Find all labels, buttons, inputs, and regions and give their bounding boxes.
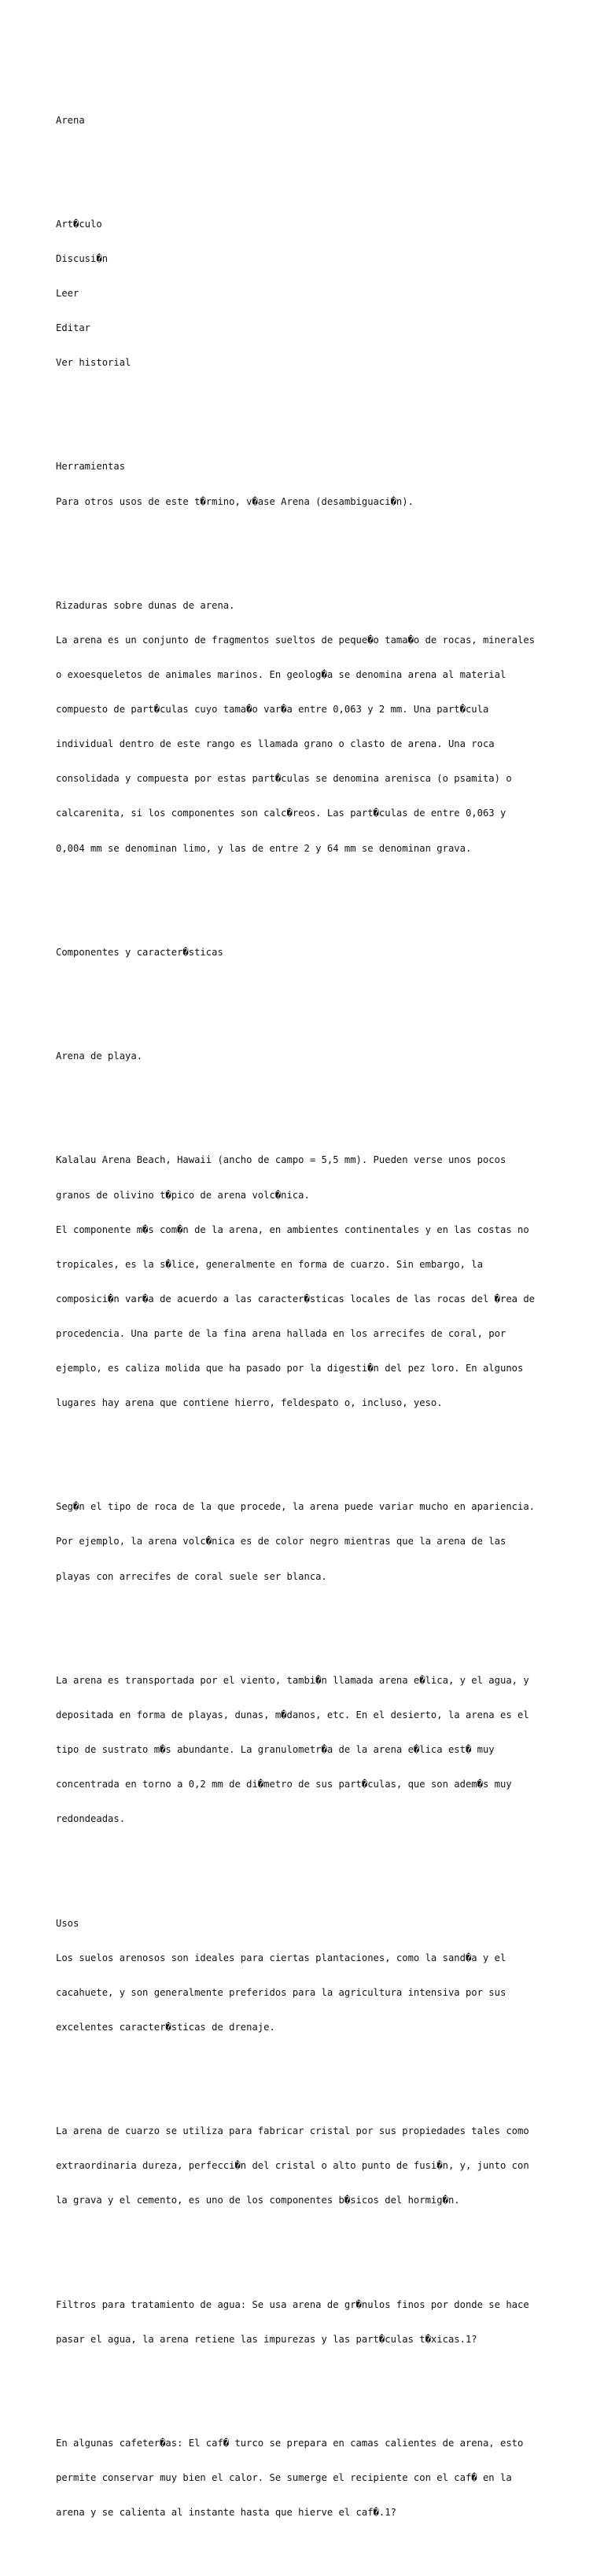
paragraph-line: permite conservar muy bien el calor. Se sumerge el recipiente con el caf� en la — [56, 2472, 512, 2484]
intro-line: La arena es un conjunto de fragmentos sueltos de peque�o tama�o de rocas, minerales — [56, 634, 536, 646]
paragraph-line: La arena es transportada por el viento, tambi�n llamada arena e�lica, y el agua, y — [56, 1674, 529, 1686]
paragraph-line: cacahuete, y son generalmente preferidos para la agricultura intensiva por sus — [56, 1986, 506, 1998]
components-paragraph-1 — [56, 1132, 559, 1432]
intro-line: 0,004 mm se denominan limo, y las de entre 2 y 64 mm se denominan grava. — [56, 842, 472, 854]
document-page — [56, 57, 559, 2576]
nav-edit-link[interactable]: Editar — [56, 322, 91, 334]
paragraph-line: Kalalau Arena Beach, Hawaii (ancho de campo = 5,5 mm). Pueden verse unos pocos — [56, 1154, 506, 1166]
paragraph-line: tropicales, es la s�lice, generalmente en forma de cuarzo. Sin embargo, la — [56, 1258, 483, 1270]
paragraph-line: pasar el agua, la arena retiene las impurezas y las part�culas t�xicas.1? — [56, 2333, 477, 2345]
paragraph-line: composici�n var�a de acuerdo a las caracter�sticas locales de las rocas del �rea de — [56, 1293, 536, 1305]
uses-section-1 — [56, 1894, 559, 2056]
paragraph-line: concentrada en torno a 0,2 mm de di�metro de sus part�culas, que son adem�s muy — [56, 1779, 512, 1790]
page-title-block — [56, 91, 559, 149]
paragraph-line: depositada en forma de playas, dunas, m�danos, etc. En el desierto, la arena es el — [56, 1709, 529, 1720]
intro-line: individual dentro de este rango es llamada grano o clasto de arena. Una roca — [56, 738, 495, 750]
nav-history-link[interactable]: Ver historial — [56, 357, 131, 369]
paragraph-line: procedencia. Una parte de la fina arena hallada en los arrecifes de coral, por — [56, 1327, 506, 1339]
paragraph-line: la grava y el cemento, es uno de los componentes b�sicos del hormig�n. — [56, 2195, 460, 2206]
tools-label[interactable]: Herramientas — [56, 461, 126, 473]
paragraph-line: La arena de cuarzo se utiliza para fabricar cristal por sus propiedades tales como — [56, 2125, 529, 2137]
nav-article-link[interactable]: Art�culo — [56, 218, 102, 230]
components-image-caption-block — [56, 1028, 559, 1086]
paragraph-line: ejemplo, es caliza molida que ha pasado por la digesti�n del pez loro. En algunos — [56, 1362, 524, 1374]
paragraph-line: Seg�n el tipo de roca de la que procede, la arena puede variar mucho en apariencia. — [56, 1501, 536, 1513]
paragraph-line: Por ejemplo, la arena volc�nica es de color negro mientras que la arena de las — [56, 1536, 506, 1547]
components-heading-block — [56, 923, 559, 981]
intro-image-caption: Rizaduras sobre dunas de arena. — [56, 599, 235, 611]
intro-section — [56, 576, 559, 877]
disambiguation-note: Para otros usos de este t�rmino, v�ase Arena (desambiguaci�n). — [56, 495, 414, 507]
paragraph-line: excelentes caracter�sticas de drenaje. — [56, 2021, 275, 2033]
paragraph-line: playas con arrecifes de coral suele ser blanca. — [56, 1570, 327, 1582]
uses-paragraph-4 — [56, 2415, 559, 2542]
paragraph-line: redondeadas. — [56, 1813, 126, 1825]
intro-line: consolidada y compuesta por estas part�culas se denomina arenisca (o psamita) o — [56, 773, 512, 785]
nav-discussion-link[interactable]: Discusi�n — [56, 252, 109, 264]
paragraph-line: El componente m�s com�n de la arena, en ambientes continentales y en las costas no — [56, 1224, 529, 1235]
paragraph-line: En algunas cafeter�as: El caf� turco se prepara en camas calientes de arena, esto — [56, 2437, 524, 2449]
paragraph-line: Filtros para tratamiento de agua: Se usa arena de gr�nulos finos por donde se hace — [56, 2298, 529, 2310]
tools-block — [56, 438, 559, 531]
components-heading: Componentes y caracter�sticas — [56, 946, 223, 958]
nav-read-link[interactable]: Leer — [56, 288, 79, 299]
components-paragraph-2 — [56, 1478, 559, 1606]
paragraph-line: Los suelos arenosos son ideales para ciertas plantaciones, como la sand�a y el — [56, 1952, 506, 1963]
page-nav — [56, 195, 559, 392]
uses-heading: Usos — [56, 1917, 79, 1929]
paragraph-line: lugares hay arena que contiene hierro, feldespato o, incluso, yeso. — [56, 1397, 443, 1409]
intro-line: compuesto de part�culas cuyo tama�o var�a entre 0,063 y 2 mm. Una part�cula — [56, 704, 489, 716]
components-paragraph-3 — [56, 1651, 559, 1848]
paragraph-line: extraordinaria dureza, perfecci�n del cristal o alto punto de fusi�n, y, junto con — [56, 2160, 529, 2172]
page-title: Arena — [56, 114, 85, 126]
uses-paragraph-2 — [56, 2103, 559, 2230]
paragraph-line: tipo de sustrato m�s abundante. La granulometr�a de la arena e�lica est� muy — [56, 1744, 495, 1756]
paragraph-line: granos de olivino t�pico de arena volc�nica. — [56, 1189, 310, 1201]
components-image-caption: Arena de playa. — [56, 1051, 143, 1062]
uses-paragraph-3 — [56, 2276, 559, 2368]
intro-line: o exoesqueletos de animales marinos. En geolog�a se denomina arena al material — [56, 669, 506, 681]
paragraph-line: arena y se calienta al instante hasta que hierve el caf�.1? — [56, 2507, 396, 2519]
intro-line: calcarenita, si los componentes son calc�reos. Las part�culas de entre 0,063 y — [56, 808, 506, 819]
